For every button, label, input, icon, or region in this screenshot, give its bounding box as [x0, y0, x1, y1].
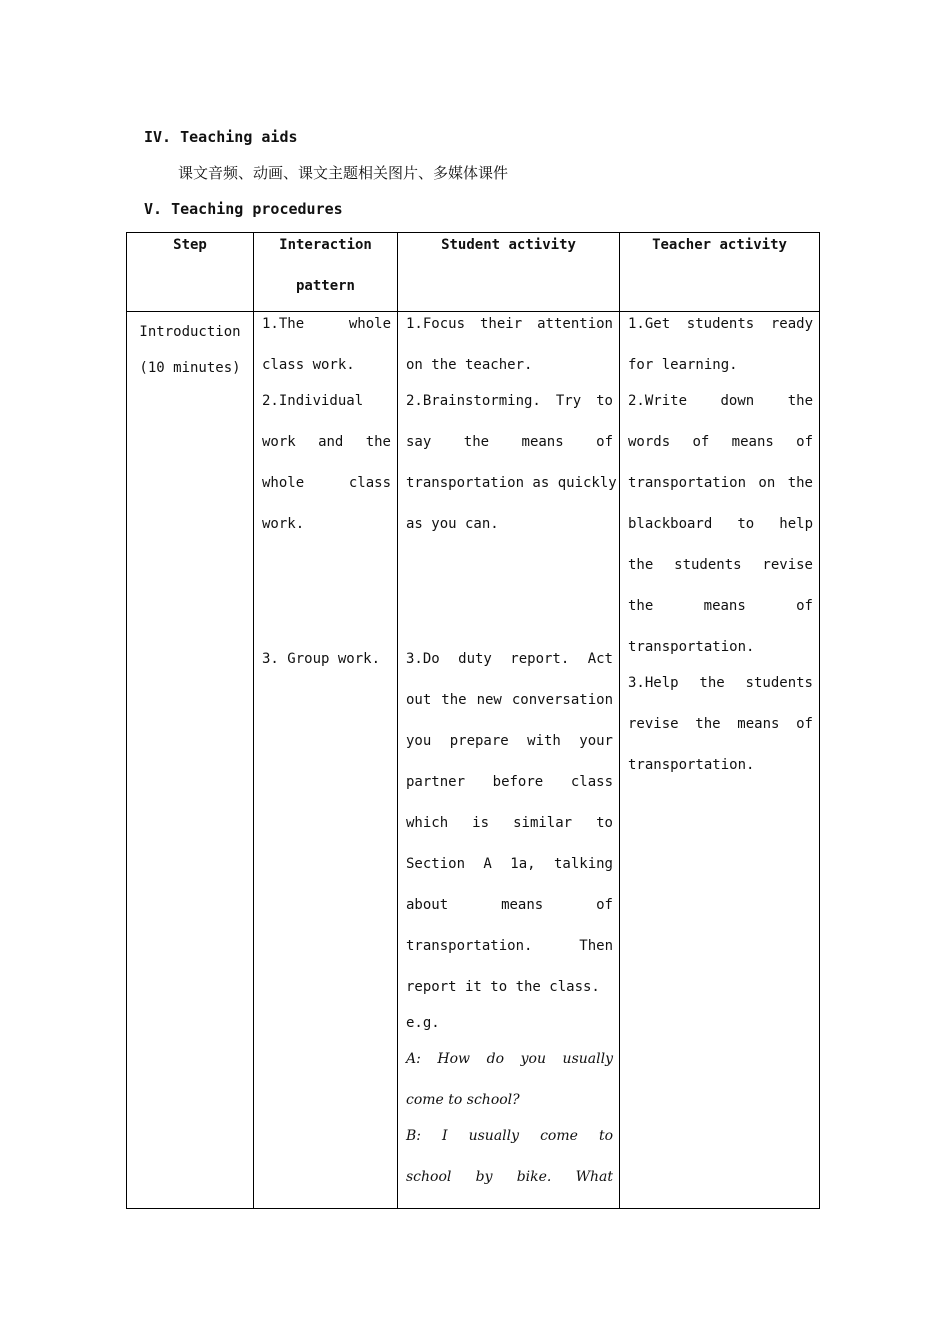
student-line: out the new conversation [406, 692, 613, 708]
teacher-line: blackboard to help [628, 516, 813, 532]
interaction-cell [254, 312, 398, 1209]
teacher-line: revise the means of [628, 716, 813, 732]
teacher-line: 1.Get students ready [628, 316, 813, 332]
student-line: transportation as quickly [406, 475, 617, 491]
teacher-line: transportation on the [628, 475, 813, 491]
student-line: transportation. Then [406, 938, 613, 954]
interaction-line: class work. [262, 357, 355, 373]
dialogue-line: school by bike. What [406, 1169, 613, 1185]
student-line: about means of [406, 897, 613, 913]
header-teacher-activity: Teacher activity [620, 233, 820, 312]
table-row [127, 312, 820, 1209]
student-line: which is similar to [406, 815, 613, 831]
step-cell [127, 312, 254, 1209]
table-header-row [127, 233, 820, 312]
student-line: 2.Brainstorming. Try to [406, 393, 613, 409]
teacher-line: words of means of [628, 434, 813, 450]
interaction-line: work. [262, 516, 305, 532]
interaction-line: 3. Group work. [262, 651, 381, 667]
teacher-line: the means of [628, 598, 813, 614]
teacher-line: for learning. [628, 357, 738, 373]
step-duration: (10 minutes) [139, 360, 241, 376]
teacher-activity-cell [620, 312, 820, 1209]
student-line: report it to the class. [406, 979, 600, 995]
student-line: 3.Do duty report. Act [406, 651, 613, 667]
interaction-line: 2.Individual [262, 393, 364, 409]
procedures-table [126, 232, 820, 1209]
teacher-line: transportation. [628, 639, 755, 655]
dialogue-line: B: I usually come to [406, 1128, 613, 1144]
dialogue-line: A: How do you usually [406, 1051, 613, 1067]
teacher-line: transportation. [628, 757, 755, 773]
teacher-line: 3.Help the students [628, 675, 813, 691]
student-example-label: e.g. [406, 1015, 440, 1031]
student-line: Section A 1a, talking [406, 856, 613, 872]
step-name: Introduction [139, 324, 241, 340]
teacher-line: 2.Write down the [628, 393, 813, 409]
interaction-line: work and the [262, 434, 391, 450]
teacher-line: the students revise [628, 557, 813, 573]
section-heading-teaching-procedures: V. Teaching procedures [144, 200, 343, 218]
teaching-aids-content: 课文音频、动画、课文主题相关图片、多媒体课件 [178, 164, 509, 182]
interaction-line: 1.The whole [262, 316, 391, 332]
interaction-line: whole class [262, 475, 391, 491]
section-heading-teaching-aids: IV. Teaching aids [144, 128, 298, 146]
student-line: say the means of [406, 434, 613, 450]
student-line: partner before class [406, 774, 613, 790]
student-line: as you can. [406, 516, 499, 532]
student-activity-cell [398, 312, 620, 1209]
header-step: Step [127, 233, 254, 312]
student-line: you prepare with your [406, 733, 613, 749]
student-line: on the teacher. [406, 357, 533, 373]
dialogue-line: come to school? [406, 1092, 520, 1108]
student-line: 1.Focus their attention [406, 316, 613, 332]
header-interaction-pattern: Interaction pattern [254, 233, 398, 312]
header-student-activity: Student activity [398, 233, 620, 312]
